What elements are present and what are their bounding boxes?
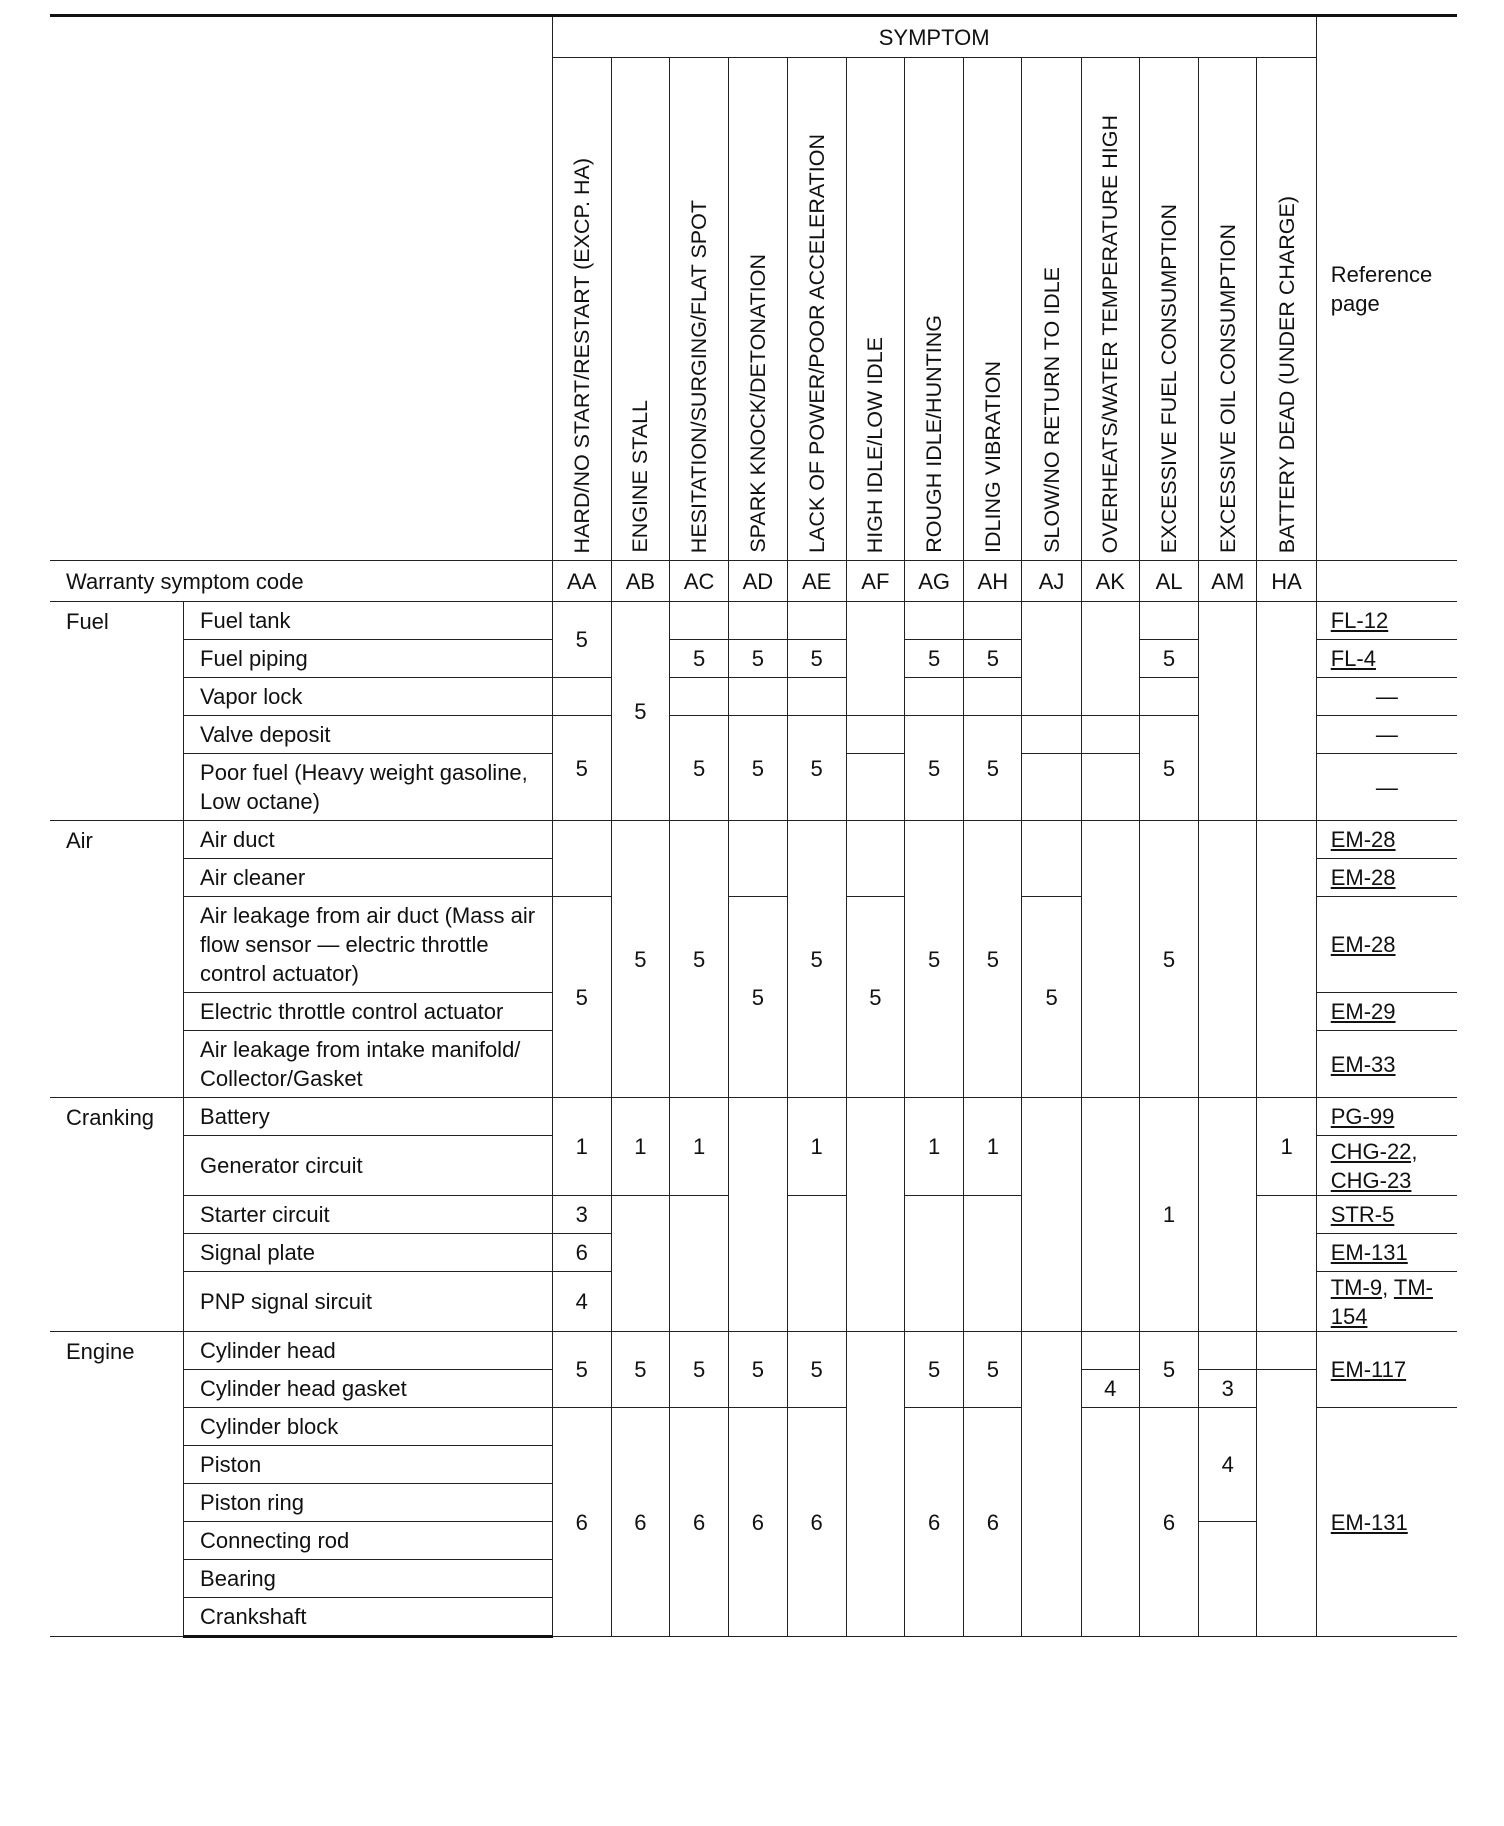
empty-cell (1139, 678, 1198, 716)
empty-cell (611, 1196, 669, 1332)
empty-cell (1257, 1196, 1316, 1332)
symptom-name: OVERHEATS/WATER TEMPERATURE HIGH (1098, 114, 1123, 553)
empty-cell (729, 678, 787, 716)
code-ad: AD (729, 561, 787, 602)
item-crankshaft: Crankshaft (184, 1598, 553, 1637)
value-cell: 5 (964, 821, 1022, 1098)
value-cell: 5 (1139, 640, 1198, 678)
value-cell: 3 (552, 1196, 611, 1234)
empty-cell (846, 821, 904, 897)
value-cell: 5 (787, 1332, 846, 1408)
code-ac: AC (670, 561, 729, 602)
symptom-title: SYMPTOM (552, 16, 1316, 58)
code-ab: AB (611, 561, 669, 602)
value-cell: 1 (1139, 1098, 1198, 1332)
reference-link-text[interactable]: EM-131 (1330, 1240, 1408, 1265)
empty-cell (1022, 602, 1081, 716)
reference-link[interactable] (1316, 897, 1457, 993)
reference-link-text[interactable]: EM-29 (1330, 999, 1396, 1024)
value-cell: 4 (1199, 1408, 1257, 1522)
empty-cell (904, 602, 963, 640)
symptom-header-ab (611, 58, 669, 561)
value-cell: 1 (1257, 1098, 1316, 1196)
empty-cell (1199, 602, 1257, 821)
code-ag: AG (904, 561, 963, 602)
code-af: AF (846, 561, 904, 602)
empty-cell (670, 678, 729, 716)
value-cell: 3 (1199, 1370, 1257, 1408)
symptom-name: SPARK KNOCK/DETONATION (745, 254, 770, 553)
reference-link-text[interactable]: FL-4 (1330, 646, 1376, 671)
item-pnp-signal: PNP signal sircuit (184, 1272, 553, 1332)
reference-link[interactable] (1316, 1196, 1457, 1234)
item-cylinder-head-gasket: Cylinder head gasket (184, 1370, 553, 1408)
value-cell: 5 (670, 640, 729, 678)
value-cell: 6 (729, 1408, 787, 1637)
item-connecting-rod: Connecting rod (184, 1522, 553, 1560)
symptom-name: HIGH IDLE/LOW IDLE (863, 336, 888, 553)
code-ae: AE (787, 561, 846, 602)
empty-cell (964, 1196, 1022, 1332)
reference-link-text[interactable]: TM-9 (1330, 1274, 1383, 1300)
empty-cell (1199, 1522, 1257, 1637)
symptom-header-ak (1081, 58, 1139, 561)
item-poor-fuel: Poor fuel (Heavy weight gasoline, Low octane) (184, 754, 553, 821)
reference-link-text[interactable]: EM-28 (1330, 932, 1396, 957)
code-am: AM (1199, 561, 1257, 602)
item-cylinder-block: Cylinder block (184, 1408, 553, 1446)
item-signal-plate: Signal plate (184, 1234, 553, 1272)
value-cell: 5 (552, 1332, 611, 1408)
value-cell: 5 (670, 1332, 729, 1408)
value-cell: 5 (964, 716, 1022, 821)
empty-cell (1022, 754, 1081, 821)
symptom-header-aa (552, 58, 611, 561)
empty-cell (1257, 1370, 1316, 1637)
group-engine: Engine (50, 1332, 184, 1637)
symptom-name: ENGINE STALL (628, 400, 653, 553)
symptom-name: ROUGH IDLE/HUNTING (922, 315, 947, 553)
value-cell: 1 (964, 1098, 1022, 1196)
reference-link-text[interactable]: FL-12 (1330, 608, 1389, 633)
reference-dash: — (1316, 716, 1457, 754)
item-air-cleaner: Air cleaner (184, 859, 553, 897)
empty-cell (787, 602, 846, 640)
empty-cell (846, 716, 904, 754)
reference-link-text[interactable]: 154 (1330, 1303, 1368, 1329)
reference-page-header-text: Reference page (1330, 261, 1433, 316)
value-cell: 4 (1081, 1370, 1139, 1408)
reference-link[interactable] (1316, 1136, 1457, 1196)
item-piston-ring: Piston ring (184, 1484, 553, 1522)
value-cell: 5 (729, 897, 787, 1098)
header-blank-corner (50, 16, 552, 561)
reference-link-text[interactable]: EM-117 (1330, 1357, 1407, 1382)
symptom-header-ah (964, 58, 1022, 561)
value-cell: 5 (1139, 716, 1198, 821)
item-air-leakage-duct: Air leakage from air duct (Mass air flow sensor — electric throttle control actuator) (184, 897, 553, 993)
empty-cell (1081, 1408, 1139, 1637)
item-air-leakage-manifold: Air leakage from intake manifold/ Collector/Gasket (184, 1031, 553, 1098)
empty-cell (846, 1098, 904, 1332)
reference-page-header (1316, 16, 1457, 561)
empty-cell (904, 678, 963, 716)
empty-cell (1257, 821, 1316, 1098)
symptom-header-ad (729, 58, 787, 561)
reference-link-text[interactable]: TM- (1393, 1274, 1433, 1300)
item-vapor-lock: Vapor lock (184, 678, 553, 716)
value-cell: 1 (670, 1098, 729, 1196)
symptom-name: HARD/NO START/RESTART (EXCP. HA) (569, 157, 594, 553)
value-cell: 5 (729, 716, 787, 821)
code-aa: AA (552, 561, 611, 602)
group-cranking: Cranking (50, 1098, 184, 1332)
symptom-name: SLOW/NO RETURN TO IDLE (1039, 267, 1064, 553)
item-starter-circuit: Starter circuit (184, 1196, 553, 1234)
value-cell: 1 (904, 1098, 963, 1196)
empty-cell (1257, 1332, 1316, 1370)
symptom-header-af (846, 58, 904, 561)
empty-cell (1022, 1332, 1081, 1637)
symptom-name: EXCESSIVE OIL CONSUMPTION (1215, 224, 1240, 553)
item-fuel-tank: Fuel tank (184, 602, 553, 640)
value-cell: 5 (787, 716, 846, 821)
reference-link[interactable] (1316, 1408, 1457, 1637)
value-cell: 5 (611, 1332, 669, 1408)
symptom-header-ag (904, 58, 963, 561)
reference-link[interactable] (1316, 602, 1457, 640)
symptom-header-aj (1022, 58, 1081, 561)
symptom-header-ha (1257, 58, 1316, 561)
symptom-name: LACK OF POWER/POOR ACCELERATION (804, 134, 829, 553)
code-ha: HA (1257, 561, 1316, 602)
value-cell: 5 (904, 716, 963, 821)
symptom-header-ae (787, 58, 846, 561)
reference-link-text[interactable]: EM-28 (1330, 865, 1396, 890)
empty-cell (1081, 716, 1139, 754)
code-al: AL (1139, 561, 1198, 602)
empty-cell (670, 1196, 729, 1332)
reference-link-text[interactable]: EM-33 (1330, 1051, 1396, 1077)
empty-cell (670, 602, 729, 640)
group-fuel: Fuel (50, 602, 184, 821)
item-piston: Piston (184, 1446, 553, 1484)
empty-cell (846, 754, 904, 821)
empty-cell (904, 1196, 963, 1332)
value-cell: 6 (1139, 1408, 1198, 1637)
value-cell: 6 (552, 1234, 611, 1272)
reference-dash: — (1316, 754, 1457, 821)
reference-link[interactable] (1316, 821, 1457, 859)
value-cell: 5 (1139, 821, 1198, 1098)
item-bearing: Bearing (184, 1560, 553, 1598)
empty-cell (1081, 602, 1139, 716)
value-cell: 5 (964, 640, 1022, 678)
value-cell: 1 (787, 1098, 846, 1196)
empty-cell (1022, 716, 1081, 754)
symptom-name: EXCESSIVE FUEL CONSUMPTION (1157, 203, 1182, 553)
item-valve-deposit: Valve deposit (184, 716, 553, 754)
empty-cell (1081, 821, 1139, 1098)
reference-link[interactable] (1316, 1234, 1457, 1272)
value-cell: 5 (1022, 897, 1081, 1098)
value-cell: 5 (846, 897, 904, 1098)
value-cell: 5 (904, 1332, 963, 1408)
empty-cell (1081, 1332, 1139, 1370)
value-cell: 5 (729, 640, 787, 678)
value-cell: 5 (611, 821, 669, 1098)
empty-cell (1081, 754, 1139, 821)
value-cell: 6 (904, 1408, 963, 1637)
empty-cell (552, 678, 611, 716)
reference-link[interactable] (1316, 640, 1457, 678)
value-cell: 6 (611, 1408, 669, 1637)
empty-cell (787, 678, 846, 716)
empty-cell (729, 821, 787, 897)
warranty-symptom-code-label: Warranty symptom code (50, 561, 552, 602)
empty-cell (552, 821, 611, 897)
symptom-header-am (1199, 58, 1257, 561)
group-air: Air (50, 821, 184, 1098)
value-cell: 5 (729, 1332, 787, 1408)
reference-spacer (1316, 561, 1457, 602)
value-cell: 5 (552, 897, 611, 1098)
reference-link-text[interactable]: STR-5 (1330, 1202, 1395, 1227)
symptom-header-al (1139, 58, 1198, 561)
value-cell: 1 (611, 1098, 669, 1196)
item-generator-circuit: Generator circuit (184, 1136, 553, 1196)
empty-cell (1199, 1098, 1257, 1332)
reference-link[interactable] (1316, 859, 1457, 897)
empty-cell (1199, 821, 1257, 1098)
value-cell: 5 (904, 821, 963, 1098)
symptom-header-ac (670, 58, 729, 561)
item-air-duct: Air duct (184, 821, 553, 859)
reference-link-text[interactable]: PG-99 (1330, 1104, 1395, 1129)
value-cell: 5 (964, 1332, 1022, 1408)
symptom-name: IDLING VIBRATION (980, 361, 1005, 553)
value-cell: 5 (787, 821, 846, 1098)
empty-cell (964, 678, 1022, 716)
item-cylinder-head: Cylinder head (184, 1332, 553, 1370)
reference-link[interactable] (1316, 1332, 1457, 1408)
item-battery: Battery (184, 1098, 553, 1136)
item-electric-throttle: Electric throttle control actuator (184, 993, 553, 1031)
value-cell: 5 (904, 640, 963, 678)
value-cell: 5 (1139, 1332, 1198, 1408)
value-cell: 6 (670, 1408, 729, 1637)
code-ak: AK (1081, 561, 1139, 602)
empty-cell (1022, 821, 1081, 897)
symptom-matrix-table (50, 14, 1457, 1638)
reference-link-text[interactable]: CHG-22, (1330, 1138, 1418, 1164)
reference-link[interactable] (1316, 1098, 1457, 1136)
item-fuel-piping: Fuel piping (184, 640, 553, 678)
empty-cell (846, 602, 904, 716)
reference-link-text[interactable]: EM-131 (1330, 1509, 1408, 1535)
reference-link[interactable] (1316, 993, 1457, 1031)
reference-dash: — (1316, 678, 1457, 716)
code-ah: AH (964, 561, 1022, 602)
empty-cell (1022, 1098, 1081, 1332)
empty-cell (846, 1332, 904, 1637)
value-cell: 5 (670, 821, 729, 1098)
value-cell: 1 (552, 1098, 611, 1196)
symptom-name: HESITATION/SURGING/FLAT SPOT (687, 199, 712, 553)
value-cell: 6 (787, 1408, 846, 1637)
value-cell: 6 (552, 1408, 611, 1637)
empty-cell (1199, 1332, 1257, 1370)
empty-cell (1081, 1098, 1139, 1332)
empty-cell (964, 602, 1022, 640)
value-cell: 5 (787, 640, 846, 678)
value-cell: 5 (552, 716, 611, 821)
empty-cell (729, 1098, 787, 1332)
value-cell: 5 (670, 716, 729, 821)
code-aj: AJ (1022, 561, 1081, 602)
empty-cell (1139, 602, 1198, 640)
reference-link-text[interactable]: CHG-23 (1330, 1167, 1412, 1193)
empty-cell (787, 1196, 846, 1332)
symptom-name: BATTERY DEAD (UNDER CHARGE) (1274, 195, 1299, 553)
empty-cell (1257, 602, 1316, 821)
value-cell: 4 (552, 1272, 611, 1332)
value-cell: 5 (552, 602, 611, 678)
reference-link[interactable] (1316, 1031, 1457, 1098)
reference-link[interactable]: TM-9, TM- 154 (1316, 1272, 1457, 1332)
reference-link-text[interactable]: EM-28 (1330, 827, 1396, 852)
value-cell: 6 (964, 1408, 1022, 1637)
value-cell: 5 (611, 602, 669, 821)
empty-cell (729, 602, 787, 640)
